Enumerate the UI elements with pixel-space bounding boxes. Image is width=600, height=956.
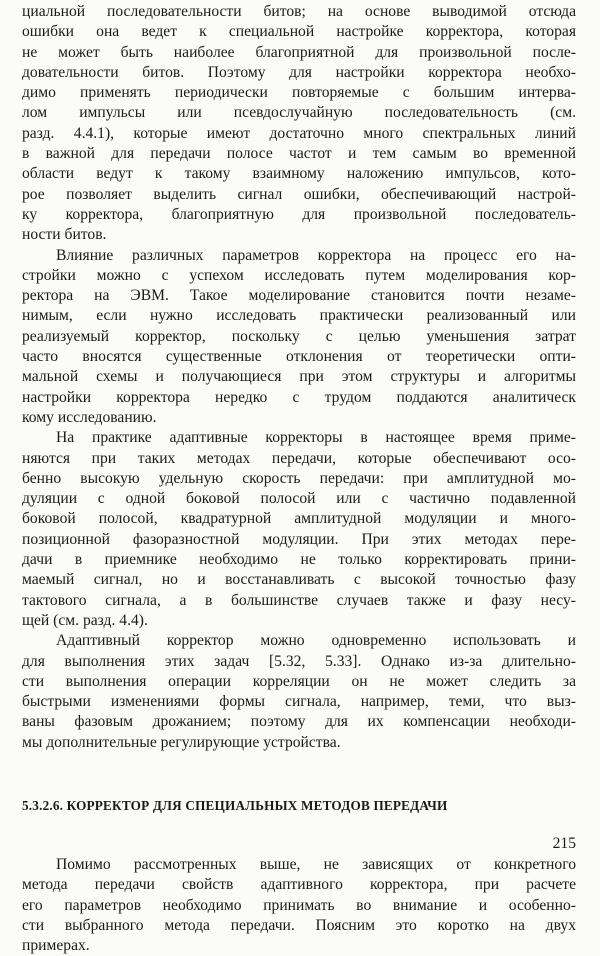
text-line: настройки корректора нередко с трудом поддаются аналитическ xyxy=(22,388,576,406)
text-line: боковой полосой, квадратурной амплитудной модуляции и много- xyxy=(22,510,576,528)
text-line: дачи в приемнике необходимо не только корректировать прини- xyxy=(22,551,576,569)
text-line: стройки можно с успехом исследовать путем моделирования кор- xyxy=(22,266,576,284)
text-line: циальной последовательности битов; на основе выводимой отсюда xyxy=(22,3,576,20)
text-line: реализуемый корректор, поскольку с целью уменьшения затрат xyxy=(22,327,576,345)
section-heading: 5.3.2.6. КОРРЕКТОР ДЛЯ СПЕЦИАЛЬНЫХ МЕТОДОВ ПЕРЕДАЧИ xyxy=(22,797,448,813)
text-line: бенно высокую удельную скорость передачи: при амплитудной мо- xyxy=(22,469,576,487)
text-line: его параметров необходимо принимать во внимание и особенно- xyxy=(22,896,576,914)
text-line: примерах. xyxy=(22,937,90,955)
text-line: тактового сигнала, а в большинстве случаев также и фазу несу- xyxy=(22,591,576,609)
paragraph xyxy=(22,2,576,246)
text-line: позиционной фазоразностной модуляции. При этих методах пере- xyxy=(22,530,576,548)
text-line: кому исследованию. xyxy=(22,408,157,426)
text-line: маемый сигнал, но и восстанавливать с высокой точностью фазу xyxy=(22,571,576,589)
text-line: для выполнения этих задач [5.32, 5.33]. Однако из-за длительно- xyxy=(22,652,576,670)
text-line: в важной для передачи полосе частот и тем самым во временной xyxy=(22,145,576,163)
text-line: нимым, если нужно исследовать практически реализованный или xyxy=(22,307,576,325)
text-line: дуляции с одной боковой полосой или с частично подавленной xyxy=(22,490,576,508)
text-line: На практике адаптивные корректоры в настоящее время приме- xyxy=(56,429,576,447)
text-line: няются при таких методах передачи, которые обеспечивают осо- xyxy=(22,449,576,467)
text-line: ректора на ЭВМ. Такое моделирование становится почти незаме- xyxy=(22,287,576,305)
text-line: рое позволяет выделить сигнал ошибки, обеспечивающий настрой- xyxy=(22,185,576,203)
text-line: области ведут к такому взаимному наложению импульсов, кото- xyxy=(22,165,576,183)
final-paragraph xyxy=(22,855,576,956)
text-line: ваны фазовым дрожанием; поэтому для их компенсации необходи- xyxy=(22,713,576,731)
text-line: димо применять периодически повторяемые с большим интерва- xyxy=(22,84,576,102)
text-line: сти выбранного метода передачи. Поясним это коротко на двух xyxy=(22,916,576,934)
text-line: Влияние различных параметров корректора на процесс его на- xyxy=(56,246,576,264)
text-line: не может быть наиболее благоприятной для произвольной после- xyxy=(22,43,576,61)
text-line: мы дополнительные регулирующие устройства. xyxy=(22,733,341,751)
paragraph xyxy=(22,428,576,631)
text-line: мальной схемы и получающиеся при этом структуры и алгоритмы xyxy=(22,368,576,386)
text-line: ошибки она ведет к специальной настройке корректора, которая xyxy=(22,23,576,41)
text-line: Адаптивный корректор можно одновременно использовать и xyxy=(56,632,576,650)
text-line: быстрыми изменениями формы сигнала, например, теми, что выз- xyxy=(22,693,576,711)
text-line: часто вносятся существенные отклонения от теоретически опти- xyxy=(22,348,576,366)
text-line: лом импульсы или псевдослучайную последовательность (см. xyxy=(22,104,576,122)
body-text xyxy=(22,2,576,753)
text-line: Помимо рассмотренных выше, не зависящих от конкретного xyxy=(56,855,576,873)
text-line: ку корректора, благоприятную для произвольной последователь- xyxy=(22,205,576,223)
text-line: щей (см. разд. 4.4). xyxy=(22,611,148,629)
text-line: довательности битов. Поэтому для настройки корректора необхо- xyxy=(22,63,576,81)
text-line: разд. 4.4.1), которые имеют достаточно много спектральных линий xyxy=(22,124,576,142)
page-number: 215 xyxy=(552,835,576,852)
paragraph xyxy=(22,631,576,753)
text-line: ности битов. xyxy=(22,226,107,244)
text-line: сти выполнения операции корреляции он не может следить за xyxy=(22,672,576,690)
paragraph xyxy=(22,246,576,429)
paragraph xyxy=(22,855,576,956)
text-line: метода передачи свойств адаптивного корректора, при расчете xyxy=(22,876,576,894)
